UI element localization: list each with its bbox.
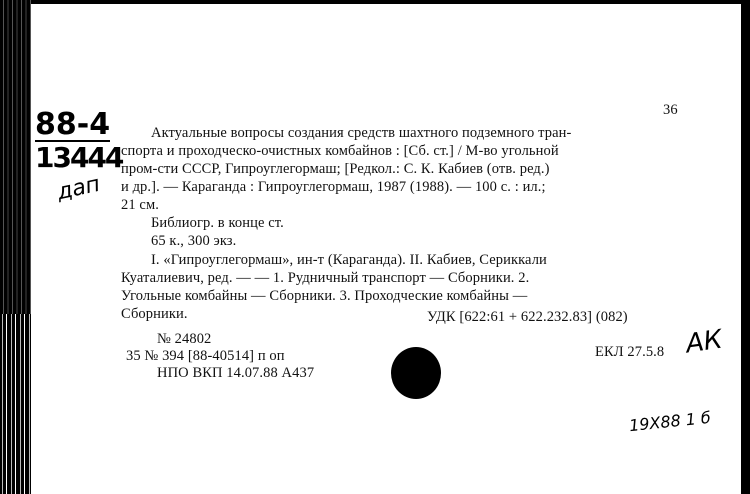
ekl-code: ЕКЛ 27.5.8 [595,344,665,360]
handwritten-note: дап [54,171,103,206]
npo-vkp-line: НПО ВКП 14.07.88 А437 [157,365,315,381]
body-line-1: Актуальные вопросы создания средств шахтного подземного тран- [151,125,572,141]
subjects-line-3: Угольные комбайны — Сборники. 3. Проходческие комбайны — [121,288,528,304]
card-number: № 24802 [157,331,212,347]
record-number: 35 № 394 [88-40514] п оп [126,348,285,364]
handwritten-date: 19X88 1 б [628,407,712,436]
price-copies: 65 к., 300 экз. [151,233,237,249]
handwritten-initials: АК [684,324,725,360]
udk-code: УДК [622:61 + 622.232.83] (082) [427,309,628,325]
bibliography-note: Библиогр. в конце ст. [151,215,284,231]
shelf-mark-top: 88-4 [35,107,111,142]
ink-stamp [391,347,441,399]
page-number: 36 [663,102,678,118]
catalog-card [31,4,741,494]
body-line-2: спорта и проходческо-очистных комбайнов : [Сб. ст.] / М-во угольной [121,143,559,159]
shelf-mark-bottom: 13444 [35,141,123,174]
body-line-4: и др.]. — Караганда : Гипроуглегормаш, 1987 (1988). — 100 с. : ил.; [121,179,546,195]
subjects-line-4: Сборники. [121,306,188,322]
body-line-3: пром-сти СССР, Гипроуглегормаш; [Редкол.: С. К. Кабиев (отв. ред.) [121,161,550,177]
scan-edge-strip [0,0,31,494]
body-line-5: 21 см. [121,197,159,213]
subjects-line-1: I. «Гипроуглегормаш», ин-т (Караганда). II. Кабиев, Сериккали [151,252,547,268]
subjects-line-2: Куаталиевич, ред. — — 1. Рудничный транспорт — Сборники. 2. [121,270,530,286]
